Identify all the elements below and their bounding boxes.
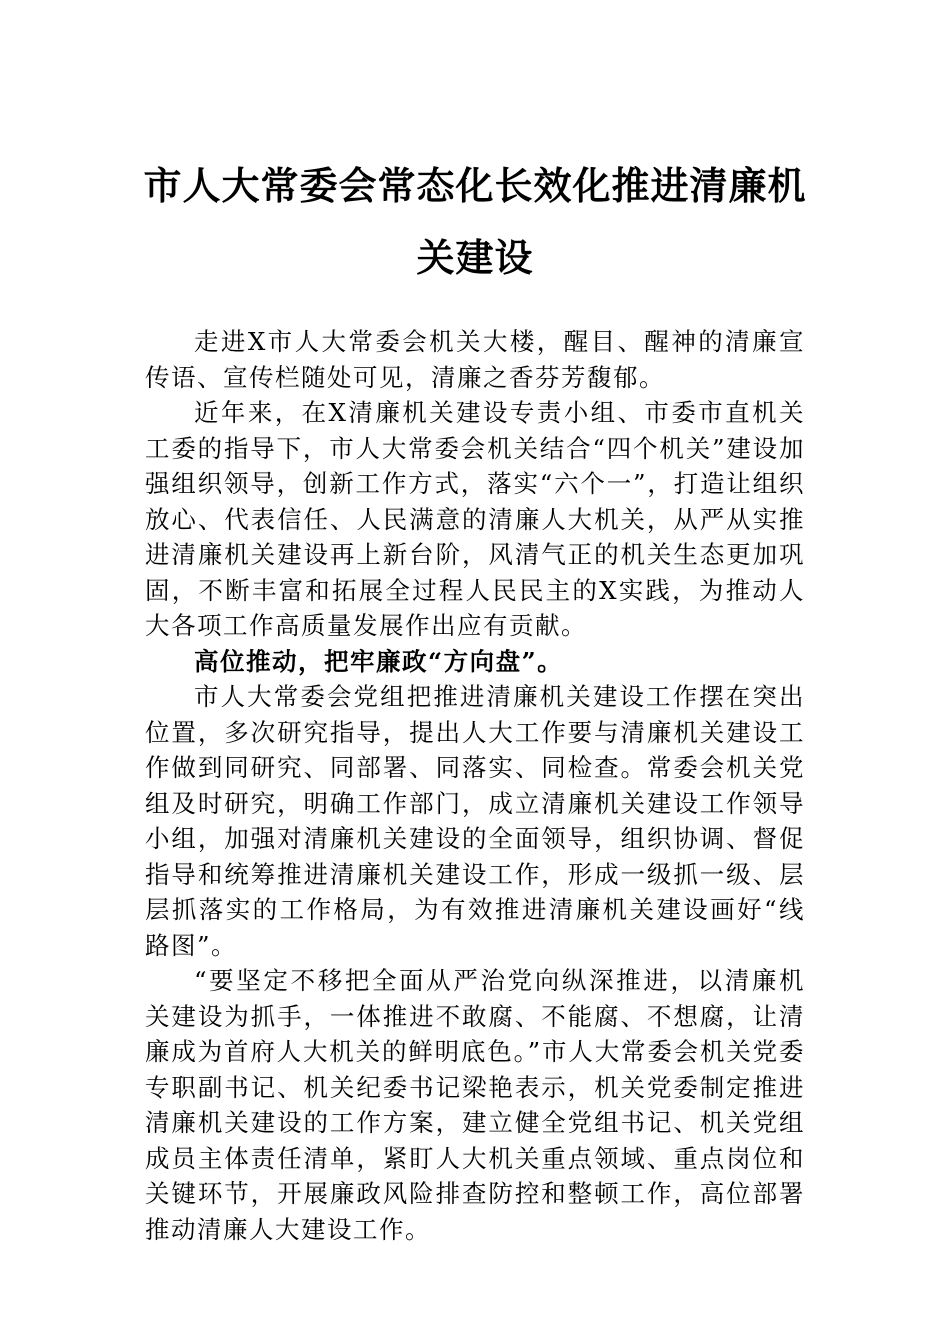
paragraph: 走进X市人大常委会机关大楼，醒目、醒神的清廉宣传语、宣传栏随处可见，清廉之香芬芳馥郁。 bbox=[145, 327, 805, 392]
paragraph: 市人大常委会党组把推进清廉机关建设工作摆在突出位置，多次研究指导，提出人大工作要与清廉机关建设工作做到同研究、同部署、同落实、同检查。常委会机关党组及时研究，明确工作部门，成立清廉机关建设工作领导小组，加强对清廉机关建设的全面领导，组织协调、督促指导和统筹推进清廉机关建设工作，形成一级抓一级、层层抓落实的工作格局，为有效推进清廉机关建设画好“线路图”。 bbox=[145, 682, 805, 960]
paragraph: “要坚定不移把全面从严治党向纵深推进，以清廉机关建设为抓手，一体推进不敢腐、不能腐、不想腐，让清廉成为首府人大机关的鲜明底色。”市人大常委会机关党委专职副书记、机关纪委书记梁艳表示，机关党委制定推进清廉机关建设的工作方案，建立健全党组书记、机关党组成员主体责任清单，紧盯人大机关重点领域、重点岗位和关键环节，开展廉政风险排查防控和整顿工作，高位部署推动清廉人大建设工作。 bbox=[145, 966, 805, 1244]
section-heading: 高位推动，把牢廉政“方向盘”。 bbox=[194, 646, 564, 676]
document-body bbox=[145, 324, 805, 1247]
paragraph: 近年来，在X清廉机关建设专责小组、市委市直机关工委的指导下，市人大常委会机关结合“四个机关”建设加强组织领导，创新工作方式，落实“六个一”，打造让组织放心、代表信任、人民满意的清廉人大机关，从严从实推进清廉机关建设再上新台阶，风清气正的机关生态更加巩固，不断丰富和拓展全过程人民民主的X实践，为推动人大各项工作高质量发展作出应有贡献。 bbox=[145, 398, 805, 640]
document-title: 市人大常委会常态化长效化推进清廉机关建设 bbox=[143, 163, 807, 280]
